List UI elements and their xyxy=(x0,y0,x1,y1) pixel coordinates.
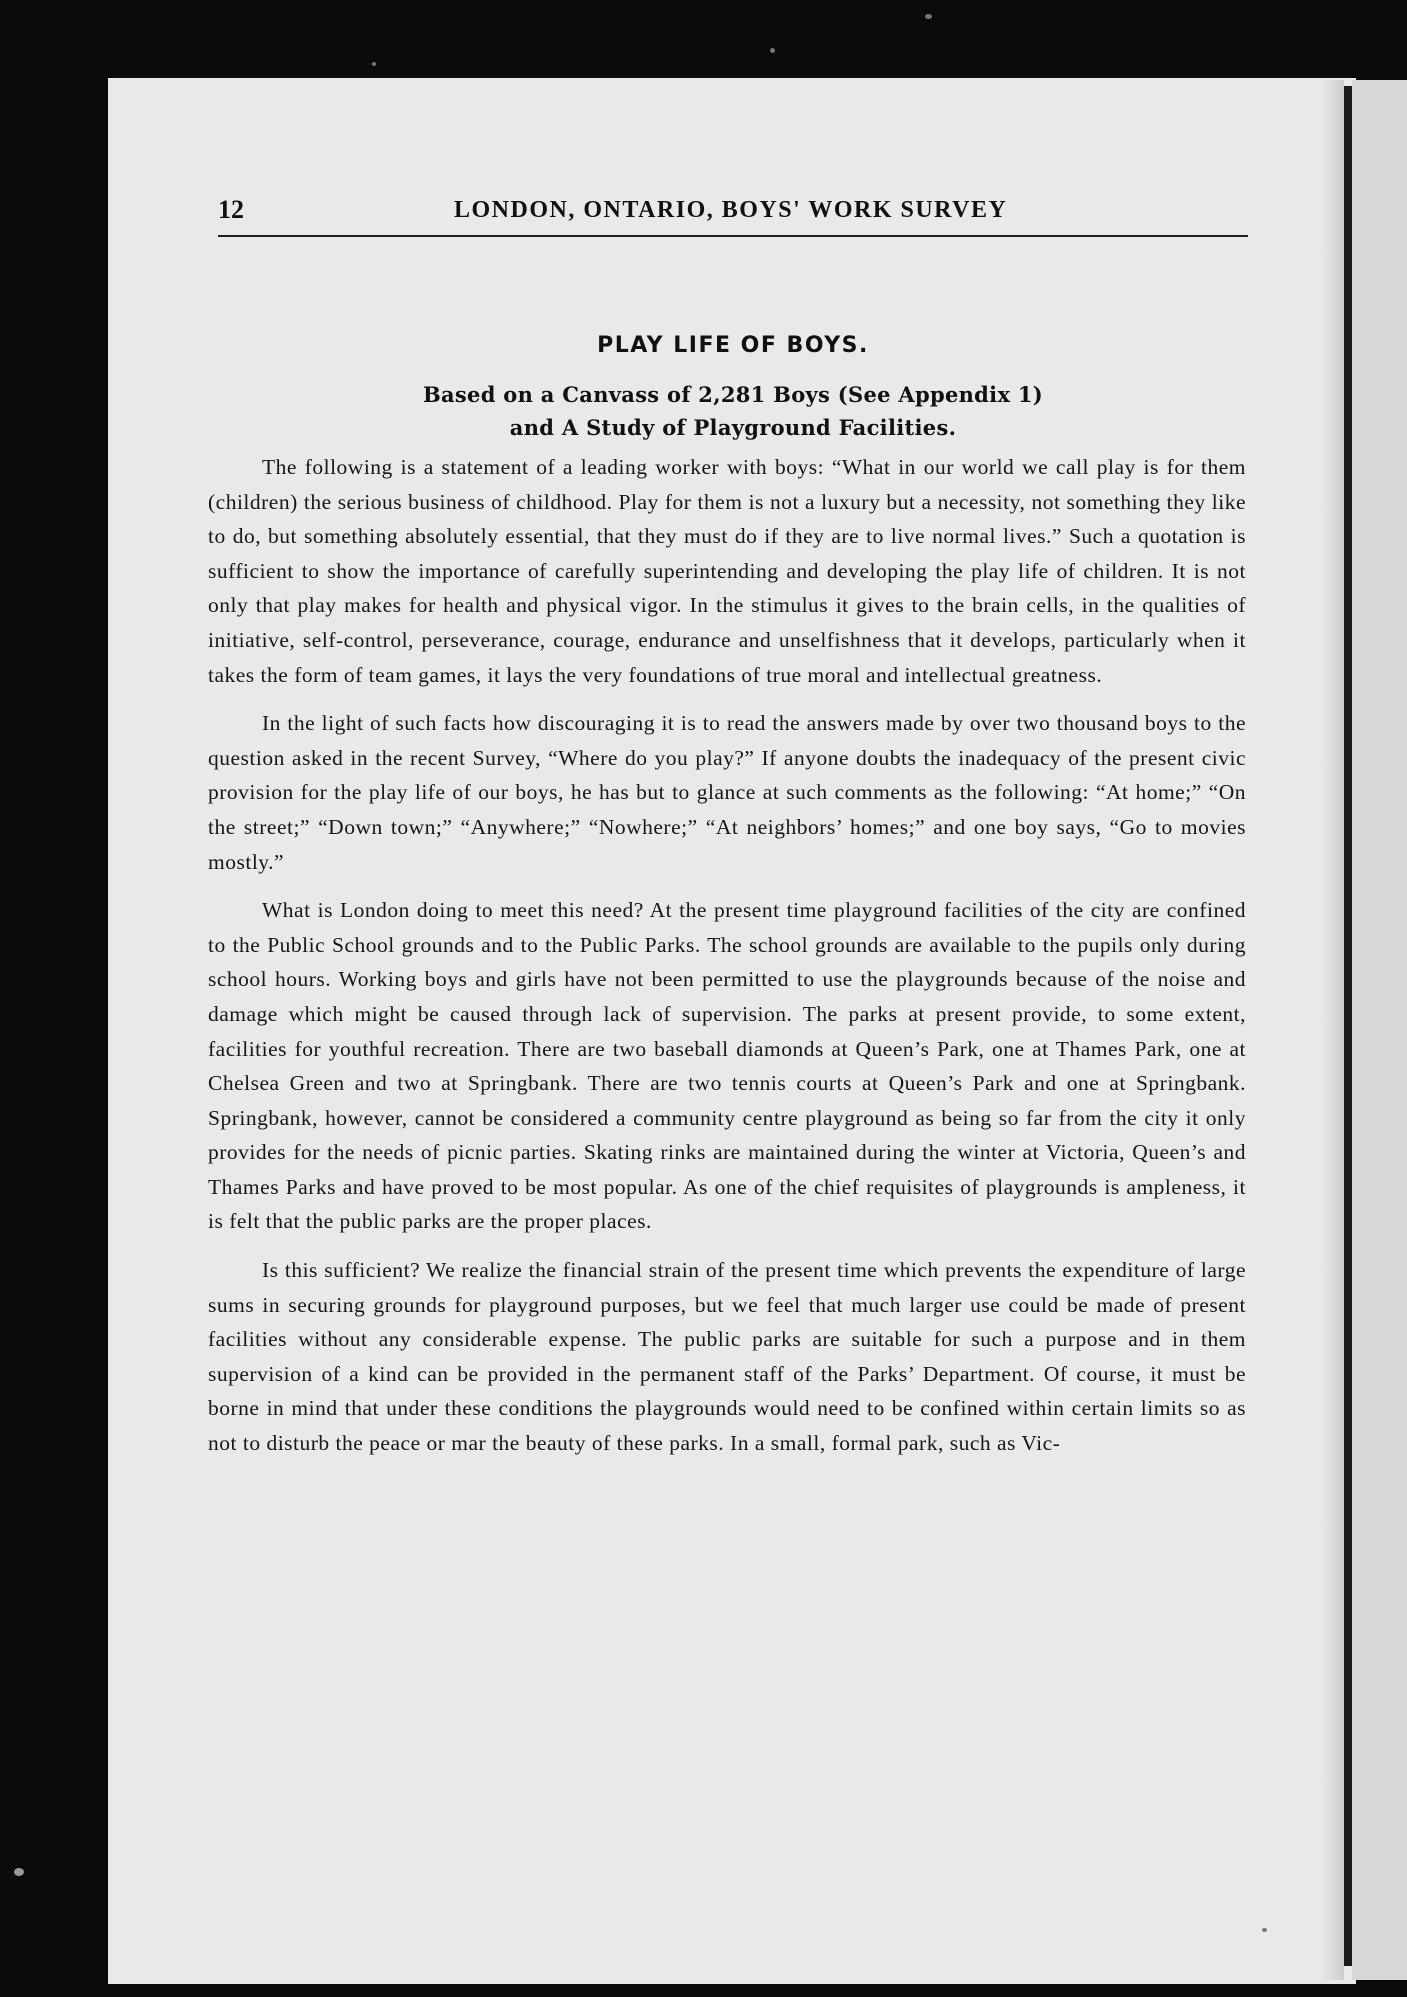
section-subtitle-line-1: Based on a Canvass of 2,281 Boys (See Appendix 1) xyxy=(422,382,1044,407)
section-subtitle-line-2: and A Study of Playground Facilities. xyxy=(509,415,957,440)
binding-shadow xyxy=(1320,80,1344,1980)
document-page xyxy=(108,78,1356,1984)
scan-speck xyxy=(770,48,775,53)
section-title: PLAY LIFE OF BOYS. xyxy=(597,333,869,358)
scan-speck xyxy=(372,62,376,66)
facing-page-edge xyxy=(1352,80,1407,1980)
page-header xyxy=(218,193,1248,237)
paragraph: The following is a statement of a leading worker with boys: “What in our world we call play is for them (children) the serious business of childhood. Play for them is not a luxury but a necessity, not something they like to do, but something absolutely essential, that they must do if they are to live normal lives.” Such a quotation is sufficient to show the importance of carefully superintending and developing the play life of children. It is not only that play makes for health and physical vigor. In the stimulus it gives to the brain cells, in the qualities of initiative, self-control, perseverance, courage, endurance and unselfishness that it develops, particularly when it takes the form of team games, it lays the very foundations of true moral and intellectual greatness. xyxy=(208,455,1246,687)
page-number: 12 xyxy=(218,195,244,224)
body-text xyxy=(208,450,1246,1475)
paragraph: What is London doing to meet this need? At the present time playground facilities of the city are confined to the Public School grounds and to the Public Parks. The school grounds are available to the pupils only during school hours. Working boys and girls have not been permitted to use the playgrounds because of the noise and damage which might be caused through lack of supervision. The parks at present provide, to some extent, facilities for youthful recreation. There are two baseball diamonds at Queen’s Park, one at Thames Park, one at Chelsea Green and two at Springbank. There are two tennis courts at Queen’s Park and one at Springbank. Springbank, however, cannot be considered a community centre playground as being so far from the city it only provides for the needs of picnic parties. Skating rinks are maintained during the winter at Victoria, Queen’s and Thames Parks and have proved to be most popular. As one of the chief requisites of playgrounds is ampleness, it is felt that the public parks are the proper places. xyxy=(208,898,1246,1234)
paragraph: In the light of such facts how discouraging it is to read the answers made by over two thousand boys to the question asked in the recent Survey, “Where do you play?” If anyone doubts the inadequacy of the present civic provision for the play life of our boys, he has but to glance at such comments as the following: “At home;” “On the street;” “Down town;” “Anywhere;” “Nowhere;” “At neighbors’ homes;” and one boy says, “Go to movies mostly.” xyxy=(208,711,1246,874)
scan-speck xyxy=(925,14,932,19)
scan-speck xyxy=(14,1868,24,1876)
scan-speck xyxy=(1262,1928,1267,1932)
binding-edge xyxy=(1344,86,1352,1966)
running-title: LONDON, ONTARIO, BOYS' WORK SURVEY xyxy=(454,197,1008,223)
section-heading xyxy=(208,333,1258,444)
paragraph: Is this sufficient? We realize the financial strain of the present time which prevents the expenditure of large sums in securing grounds for playground purposes, but we feel that much larger use could be made of present facilities without any considerable expense. The public parks are suitable for such a purpose and in them supervision of a kind can be provided in the permanent staff of the Parks’ Department. Of course, it must be borne in mind that under these conditions the playgrounds would need to be confined within certain limits so as not to disturb the peace or mar the beauty of these parks. In a small, formal park, such as Vic- xyxy=(208,1258,1246,1456)
